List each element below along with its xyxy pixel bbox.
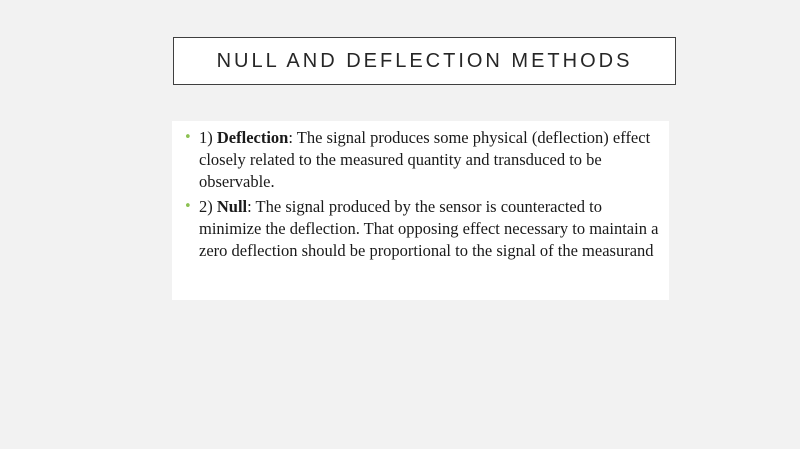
bullet-list bbox=[184, 127, 659, 262]
bullet-prefix: 1) bbox=[199, 128, 217, 147]
bullet-prefix: 2) bbox=[199, 197, 217, 216]
bullet-deflection bbox=[184, 127, 659, 193]
bullet-dot-icon: • bbox=[184, 199, 192, 214]
bullet-dot-icon: • bbox=[184, 130, 192, 145]
bullet-text: : The signal produces some physical (deflection) effect closely related to the measured quantity and transduced to be observable. bbox=[199, 128, 651, 191]
bullet-term: Deflection bbox=[216, 128, 289, 147]
content-box bbox=[172, 121, 669, 300]
bullet-text: : The signal produced by the sensor is counteracted to minimize the deflection. That opposing effect necessary to maintain a zero deflection should be proportional to the signal of the measurand bbox=[199, 197, 659, 260]
bullet-term: Null bbox=[216, 197, 248, 216]
title-box bbox=[173, 37, 676, 85]
bullet-null bbox=[184, 196, 659, 262]
slide-title: NULL AND DEFLECTION METHODS bbox=[216, 49, 633, 72]
